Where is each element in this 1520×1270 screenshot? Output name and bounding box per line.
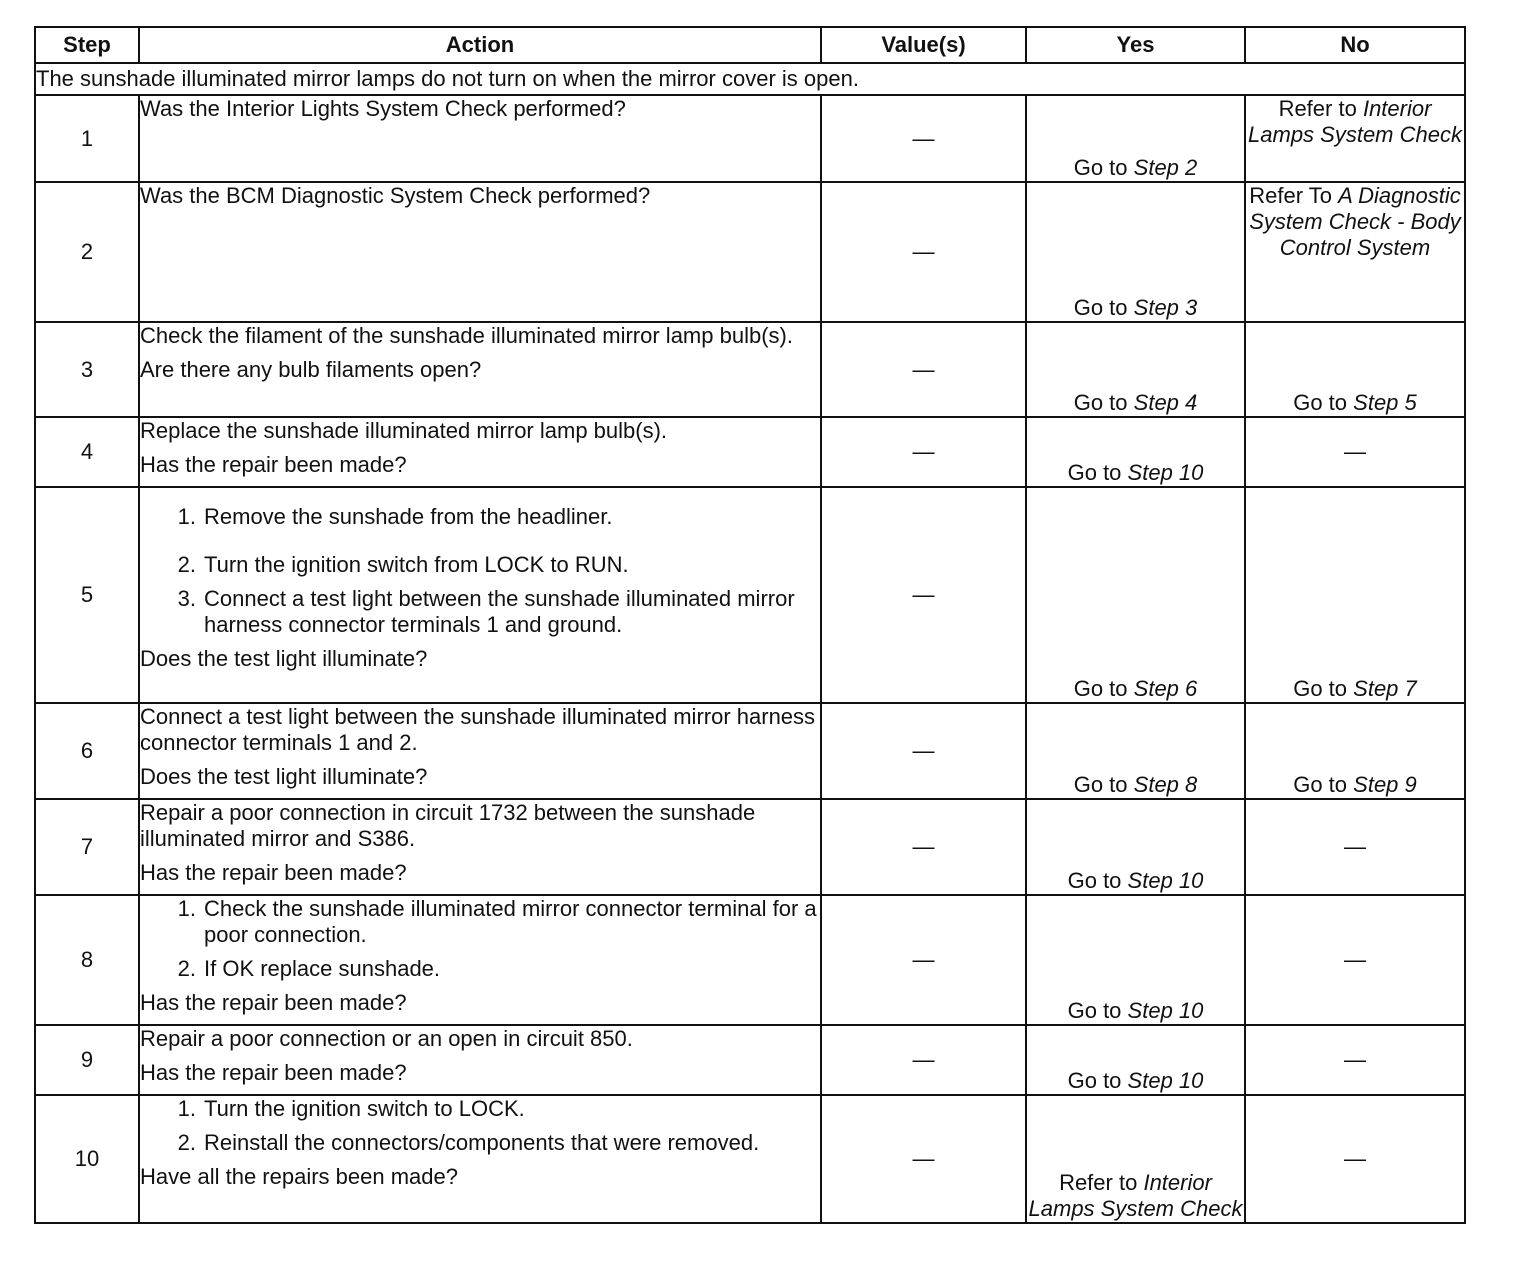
step-number: 10 bbox=[35, 1095, 139, 1223]
item-text: Turn the ignition switch from LOCK to RUN. bbox=[204, 552, 629, 577]
goto-label: Go to bbox=[1067, 1068, 1122, 1093]
value-cell: — bbox=[821, 703, 1026, 799]
refer-label: Refer to bbox=[1278, 96, 1357, 121]
no-cell: — bbox=[1245, 417, 1465, 487]
refer-label: Refer to bbox=[1059, 1170, 1138, 1195]
yes-step-link[interactable]: Step 10 bbox=[1127, 868, 1204, 893]
yes-step-link[interactable]: Step 10 bbox=[1127, 460, 1204, 485]
header-action: Action bbox=[139, 27, 821, 63]
step-number: 4 bbox=[35, 417, 139, 487]
value-cell: — bbox=[821, 1095, 1026, 1223]
action-cell bbox=[139, 487, 821, 703]
goto-label: Go to bbox=[1293, 390, 1348, 415]
yes-cell bbox=[1026, 487, 1245, 703]
yes-cell bbox=[1026, 417, 1245, 487]
list-item bbox=[140, 1130, 820, 1156]
value-cell: — bbox=[821, 322, 1026, 417]
table-row bbox=[35, 322, 1465, 417]
action-text: Repair a poor connection or an open in circuit 850. bbox=[140, 1026, 633, 1051]
yes-step-link[interactable]: Step 8 bbox=[1133, 772, 1198, 797]
action-cell bbox=[139, 182, 821, 322]
no-ref-link[interactable]: Interior Lamps System Check bbox=[1248, 96, 1462, 147]
goto-label: Go to bbox=[1067, 868, 1122, 893]
yes-cell bbox=[1026, 322, 1245, 417]
procedure-list bbox=[140, 504, 820, 638]
goto-label: Go to bbox=[1073, 155, 1128, 180]
procedure-list bbox=[140, 896, 820, 982]
goto-label: Go to bbox=[1067, 460, 1122, 485]
list-item bbox=[140, 552, 820, 578]
question-text: Has the repair been made? bbox=[140, 990, 407, 1015]
no-cell: — bbox=[1245, 1025, 1465, 1095]
action-cell bbox=[139, 417, 821, 487]
step-number: 5 bbox=[35, 487, 139, 703]
action-text: Check the filament of the sunshade illuminated mirror lamp bulb(s). bbox=[140, 323, 793, 348]
no-cell: — bbox=[1245, 1095, 1465, 1223]
list-item bbox=[140, 896, 820, 948]
yes-step-link[interactable]: Step 10 bbox=[1127, 1068, 1204, 1093]
table-row bbox=[35, 1025, 1465, 1095]
goto-label: Go to bbox=[1293, 676, 1348, 701]
item-number: 1. bbox=[177, 504, 196, 529]
value-cell: — bbox=[821, 417, 1026, 487]
item-number: 2. bbox=[177, 1130, 196, 1155]
item-number: 1. bbox=[177, 1096, 196, 1121]
item-number: 3. bbox=[177, 586, 196, 611]
question-text: Does the test light illuminate? bbox=[140, 764, 428, 789]
no-step-link[interactable]: Step 9 bbox=[1353, 772, 1417, 797]
table-row bbox=[35, 703, 1465, 799]
header-no: No bbox=[1245, 27, 1465, 63]
list-item bbox=[140, 586, 820, 638]
item-text: Remove the sunshade from the headliner. bbox=[204, 504, 613, 529]
list-item bbox=[140, 504, 820, 530]
item-text: Reinstall the connectors/components that were removed. bbox=[204, 1130, 760, 1155]
yes-step-link[interactable]: Step 4 bbox=[1133, 390, 1198, 415]
question-text: Has the repair been made? bbox=[140, 860, 407, 885]
question-text: Have all the repairs been made? bbox=[140, 1164, 458, 1189]
question-text: Has the repair been made? bbox=[140, 1060, 407, 1085]
step-number: 8 bbox=[35, 895, 139, 1025]
step-number: 1 bbox=[35, 95, 139, 182]
list-item bbox=[140, 1096, 820, 1122]
value-cell: — bbox=[821, 799, 1026, 895]
no-cell bbox=[1245, 487, 1465, 703]
step-number: 2 bbox=[35, 182, 139, 322]
step-number: 6 bbox=[35, 703, 139, 799]
no-cell bbox=[1245, 703, 1465, 799]
table-row bbox=[35, 95, 1465, 182]
header-step: Step bbox=[35, 27, 139, 63]
item-text: Turn the ignition switch to LOCK. bbox=[204, 1096, 525, 1121]
no-cell: — bbox=[1245, 895, 1465, 1025]
goto-label: Go to bbox=[1073, 295, 1128, 320]
yes-step-link[interactable]: Step 3 bbox=[1133, 295, 1198, 320]
yes-step-link[interactable]: Step 10 bbox=[1127, 998, 1204, 1023]
no-cell bbox=[1245, 95, 1465, 182]
goto-label: Go to bbox=[1073, 772, 1128, 797]
action-text: Replace the sunshade illuminated mirror lamp bulb(s). bbox=[140, 418, 668, 443]
diagnostic-table bbox=[34, 26, 1466, 1224]
question-text: Has the repair been made? bbox=[140, 452, 407, 477]
goto-label: Go to bbox=[1073, 390, 1128, 415]
action-text: Connect a test light between the sunshade illuminated mirror harness connector terminals 1 and 2. bbox=[140, 704, 816, 755]
step-number: 7 bbox=[35, 799, 139, 895]
action-cell bbox=[139, 1095, 821, 1223]
item-text: Connect a test light between the sunshade illuminated mirror harness connector terminals 1 and ground. bbox=[204, 586, 795, 637]
no-ref-link[interactable]: A Diagnostic System Check - Body Control System bbox=[1249, 183, 1461, 260]
action-cell bbox=[139, 95, 821, 182]
yes-step-link[interactable]: Step 2 bbox=[1133, 155, 1198, 180]
intro-row bbox=[35, 63, 1465, 95]
value-cell: — bbox=[821, 1025, 1026, 1095]
action-cell bbox=[139, 703, 821, 799]
question-text: Was the BCM Diagnostic System Check performed? bbox=[140, 183, 651, 208]
table-row bbox=[35, 182, 1465, 322]
table-row bbox=[35, 799, 1465, 895]
no-cell bbox=[1245, 182, 1465, 322]
yes-cell bbox=[1026, 1025, 1245, 1095]
yes-cell bbox=[1026, 895, 1245, 1025]
no-cell: — bbox=[1245, 799, 1465, 895]
table-row bbox=[35, 1095, 1465, 1223]
question-text: Was the Interior Lights System Check performed? bbox=[140, 96, 626, 121]
action-cell bbox=[139, 799, 821, 895]
question-text: Does the test light illuminate? bbox=[140, 646, 428, 671]
step-number: 9 bbox=[35, 1025, 139, 1095]
question-text: Are there any bulb filaments open? bbox=[140, 357, 482, 382]
header-row bbox=[35, 27, 1465, 63]
action-cell bbox=[139, 895, 821, 1025]
yes-cell bbox=[1026, 1095, 1245, 1223]
procedure-list bbox=[140, 1096, 820, 1156]
yes-cell bbox=[1026, 182, 1245, 322]
no-step-link[interactable]: Step 7 bbox=[1353, 676, 1417, 701]
header-yes: Yes bbox=[1026, 27, 1245, 63]
goto-label: Go to bbox=[1073, 676, 1128, 701]
item-text: If OK replace sunshade. bbox=[204, 956, 441, 981]
item-text: Check the sunshade illuminated mirror connector terminal for a poor connection. bbox=[204, 896, 817, 947]
yes-ref-link[interactable]: Interior Lamps System Check bbox=[1028, 1170, 1243, 1221]
list-item bbox=[140, 956, 820, 982]
table-row bbox=[35, 417, 1465, 487]
item-number: 1. bbox=[177, 896, 196, 921]
value-cell: — bbox=[821, 487, 1026, 703]
no-step-link[interactable]: Step 5 bbox=[1353, 390, 1417, 415]
action-cell bbox=[139, 322, 821, 417]
header-values: Value(s) bbox=[821, 27, 1026, 63]
yes-cell bbox=[1026, 703, 1245, 799]
step-number: 3 bbox=[35, 322, 139, 417]
goto-label: Go to bbox=[1293, 772, 1348, 797]
action-text: Repair a poor connection in circuit 1732 between the sunshade illuminated mirror and S386. bbox=[140, 800, 756, 851]
action-cell bbox=[139, 1025, 821, 1095]
value-cell: — bbox=[821, 95, 1026, 182]
table-row bbox=[35, 895, 1465, 1025]
yes-cell bbox=[1026, 799, 1245, 895]
no-cell bbox=[1245, 322, 1465, 417]
item-number: 2. bbox=[177, 956, 196, 981]
goto-label: Go to bbox=[1067, 998, 1122, 1023]
value-cell: — bbox=[821, 182, 1026, 322]
table-row bbox=[35, 487, 1465, 703]
value-cell: — bbox=[821, 895, 1026, 1025]
symptom-description: The sunshade illuminated mirror lamps do not turn on when the mirror cover is open. bbox=[35, 63, 1465, 95]
item-number: 2. bbox=[177, 552, 196, 577]
yes-step-link[interactable]: Step 6 bbox=[1133, 676, 1198, 701]
refer-label: Refer To bbox=[1249, 183, 1332, 208]
yes-cell bbox=[1026, 95, 1245, 182]
